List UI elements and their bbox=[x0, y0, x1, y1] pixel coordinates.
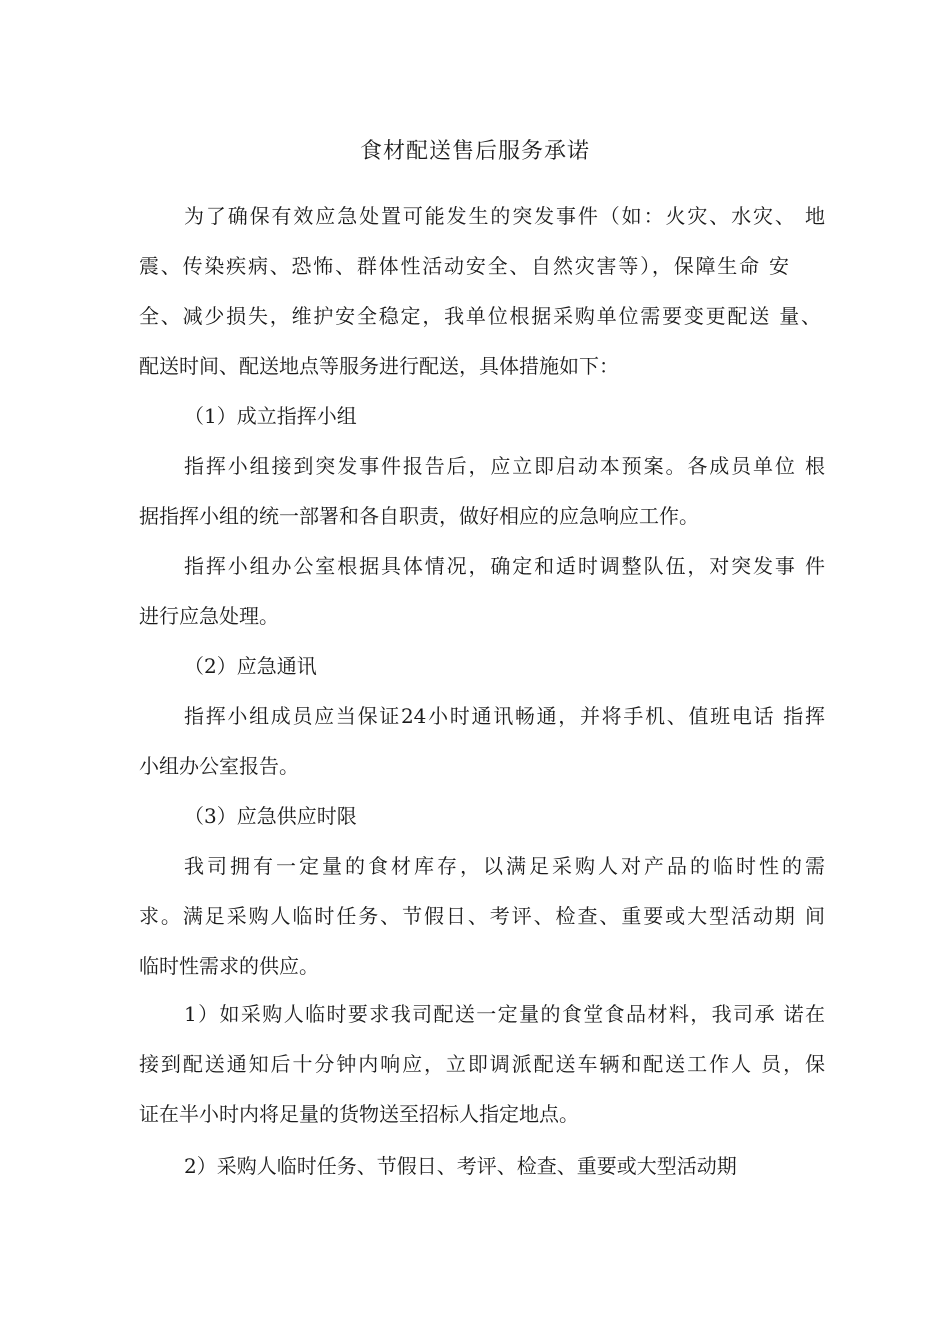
body-line: 为了确保有效应急处置可能发生的突发事件（如：火灾、水灾、 地 bbox=[184, 204, 825, 228]
body-line: 求。满足采购人临时任务、节假日、考评、检查、重要或大型活动期 间 bbox=[139, 904, 825, 928]
body-line: 小组办公室报告。 bbox=[139, 754, 299, 778]
body-line: 全、减少损失，维护安全稳定，我单位根据采购单位需要变更配送 量、 bbox=[139, 304, 821, 328]
body-line: 1）如采购人临时要求我司配送一定量的食堂食品材料，我司承 诺在 bbox=[184, 1002, 825, 1026]
section-heading: （3）应急供应时限 bbox=[184, 804, 357, 828]
body-line: 指挥小组办公室根据具体情况，确定和适时调整队伍，对突发事 件 bbox=[184, 554, 825, 578]
body-line: 接到配送通知后十分钟内响应，立即调派配送车辆和配送工作人 员，保 bbox=[139, 1052, 825, 1076]
body-line: 配送时间、配送地点等服务进行配送，具体措施如下： bbox=[139, 354, 619, 378]
body-line: 据指挥小组的统一部署和各自职责，做好相应的应急响应工作。 bbox=[139, 504, 699, 528]
body-line: 证在半小时内将足量的货物送至招标人指定地点。 bbox=[139, 1102, 579, 1126]
body-line: 震、传染疾病、恐怖、群体性活动安全、自然灾害等），保障生命 安 bbox=[139, 254, 789, 278]
section-heading: （2）应急通讯 bbox=[184, 654, 317, 678]
body-line: 指挥小组接到突发事件报告后，应立即启动本预案。各成员单位 根 bbox=[184, 454, 825, 478]
body-line: 进行应急处理。 bbox=[139, 604, 279, 628]
body-line: 我司拥有一定量的食材库存，以满足采购人对产品的临时性的需 bbox=[184, 854, 825, 878]
body-line: 指挥小组成员应当保证24小时通讯畅通，并将手机、值班电话 指挥 bbox=[184, 704, 825, 728]
body-line: 2）采购人临时任务、节假日、考评、检查、重要或大型活动期 bbox=[184, 1154, 737, 1178]
body-line: 临时性需求的供应。 bbox=[139, 954, 319, 978]
section-heading: （1）成立指挥小组 bbox=[184, 404, 357, 428]
page-title: 食材配送售后服务承诺 bbox=[359, 139, 590, 164]
